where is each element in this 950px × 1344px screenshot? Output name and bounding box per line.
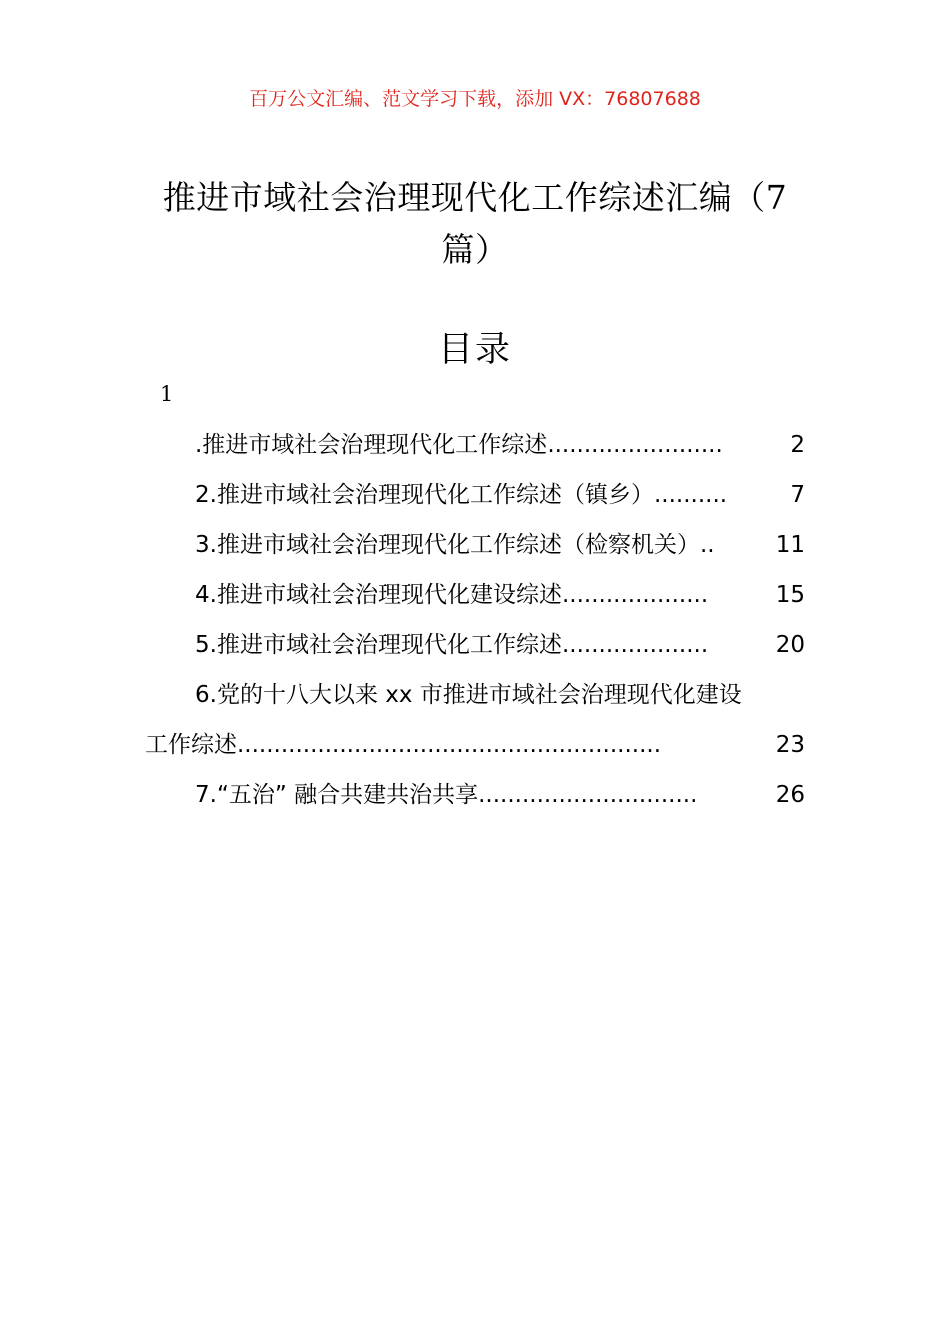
toc-entry[interactable] [145,420,805,470]
toc-entry-text: 5.推进市域社会治理现代化工作综述 [195,632,562,658]
toc-leader-dots: .......... [653,482,728,508]
toc-entry[interactable] [145,470,805,520]
toc-leader-dots: .................... [561,632,709,658]
title-line1: 推进市域社会治理现代化工作综述汇编（ [162,178,766,217]
toc-entry[interactable] [145,520,805,570]
toc-entry[interactable] [145,770,805,820]
toc-entry-text: 3.推进市域社会治理现代化工作综述（检察机关） [195,532,700,558]
toc-leader-dots: .. [699,532,715,558]
toc-heading: 目录 [437,330,512,370]
toc-entry-page: 7 [788,470,805,520]
toc-entry-text: .推进市域社会治理现代化工作综述 [195,432,548,458]
toc-leader-dots: .......................................................... [237,732,662,758]
toc-entry-page: 2 [788,420,805,470]
toc-entry[interactable] [145,670,805,720]
page-number: 1 [160,382,174,406]
table-of-contents [145,420,805,820]
toc-entry-text: 2.推进市域社会治理现代化工作综述（镇乡） [195,482,654,508]
toc-entry-text: 6.党的十八大以来 xx 市推进市域社会治理现代化建设 [195,682,742,708]
toc-entry-page: 15 [774,570,805,620]
toc-entry-text: 工作综述 [145,732,237,758]
watermark-banner: 百万公文汇编、范文学习下载，添加 VX：76807688 [249,88,701,110]
toc-entry-text: 7.“五治” 融合共建共治共享 [195,782,479,808]
toc-entry-text: 4.推进市域社会治理现代化建设综述 [195,582,562,608]
toc-entry-page: 23 [774,720,805,770]
title-number: 7 [765,178,788,217]
title-line2: 篇） [441,230,509,269]
toc-leader-dots: .................... [561,582,709,608]
toc-entry[interactable] [145,620,805,670]
toc-leader-dots: .............................. [478,782,698,808]
toc-entry-page: 20 [774,620,805,670]
toc-entry-page: 26 [774,770,805,820]
document-title [130,172,820,276]
toc-entry[interactable] [145,570,805,620]
toc-entry-page: 11 [774,520,805,570]
toc-leader-dots: ........................ [547,432,723,458]
toc-entry-continuation[interactable] [145,720,805,770]
